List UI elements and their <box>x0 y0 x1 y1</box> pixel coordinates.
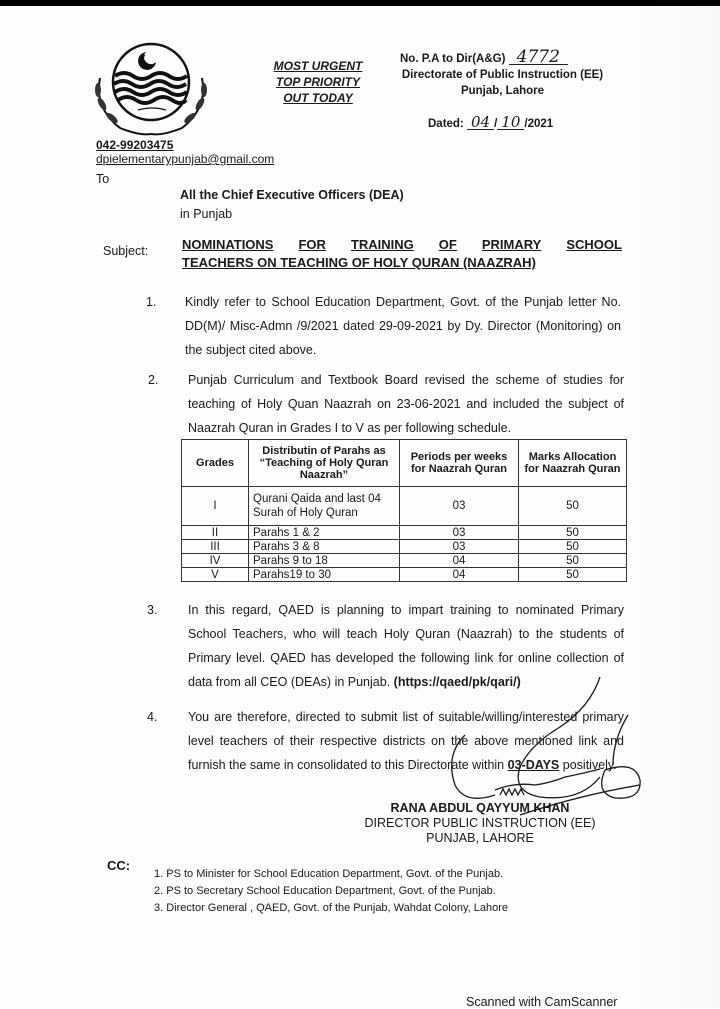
periods-cell: 04 <box>400 568 519 582</box>
signatory-place: PUNJAB, LAHORE <box>426 831 534 845</box>
grade-cell: V <box>182 568 249 582</box>
punjab-government-logo <box>88 38 214 138</box>
paragraph-number: 4. <box>147 710 158 724</box>
marks-cell: 50 <box>519 568 627 582</box>
subject-text <box>182 236 622 272</box>
subject-label: Subject: <box>103 244 149 258</box>
table-row <box>182 554 627 568</box>
table-header-row <box>182 440 627 487</box>
subject-word: OF <box>438 237 457 252</box>
svg-text:★: ★ <box>140 53 147 60</box>
parahs-cell: Parahs 3 & 8 <box>249 540 400 554</box>
dated-year: /2021 <box>524 118 554 130</box>
subject-line-2: TEACHERS ON TEACHING OF HOLY QURAN (NAAZRAH) <box>182 255 536 270</box>
subject-word: SCHOOL <box>566 237 622 252</box>
table-row <box>182 487 627 526</box>
parahs-cell: Parahs 1 & 2 <box>249 526 400 540</box>
dated-label: Dated: <box>428 118 464 130</box>
table-row <box>182 540 627 554</box>
email-address[interactable]: dpielementarypunjab@gmail.com <box>96 152 275 166</box>
addressee-location: in Punjab <box>180 207 233 221</box>
office-city: Punjab, Lahore <box>460 85 545 97</box>
parahs-cell: Parahs19 to 30 <box>249 568 400 582</box>
cc-list <box>154 866 508 917</box>
marks-cell: 50 <box>519 487 627 526</box>
date-separator: / <box>494 118 498 130</box>
paragraph-number: 3. <box>147 603 158 617</box>
camscanner-watermark: Scanned with CamScanner <box>466 995 618 1009</box>
parahs-cell: Parahs 9 to 18 <box>249 554 400 568</box>
qaed-link[interactable]: (https://qaed/pk/qari/) <box>393 675 521 689</box>
contact-block <box>96 138 274 166</box>
grade-cell: III <box>182 540 249 554</box>
periods-cell: 03 <box>400 540 519 554</box>
reference-block <box>400 47 605 99</box>
priority-line: TOP PRIORITY <box>275 75 360 89</box>
column-header: Periods per weeks for Naazrah Quran <box>400 440 519 487</box>
ref-label: No. P.A to Dir(A&G) <box>400 53 506 65</box>
periods-cell: 03 <box>400 526 519 540</box>
schedule-table <box>181 439 627 582</box>
column-header: Grades <box>182 440 249 487</box>
paragraph-body: You are therefore, directed to submit list of suitable/willing/interested primary level teachers of their respective districts on the above mentioned link and furnish the same in consolidated to this Directorate within <box>188 710 624 772</box>
signatory-name: RANA ABDUL QAYYUM KHAN <box>390 801 570 815</box>
table-row <box>182 568 627 582</box>
phone-number: 042-99203475 <box>96 138 174 152</box>
paragraph-tail: positively. <box>562 758 617 772</box>
deadline-emphasis: 03-DAYS <box>507 758 560 772</box>
paragraph-text: Punjab Curriculum and Textbook Board revised the scheme of studies for teaching of Holy Quan Naazrah on 23-06-2021 and included the subject of Naazrah Quran in Grades I to V as per following schedule. <box>188 373 624 435</box>
priority-line: MOST URGENT <box>273 59 363 73</box>
dated-day: 04 <box>467 116 494 130</box>
date-line <box>428 113 554 131</box>
grade-cell: II <box>182 526 249 540</box>
subject-word: FOR <box>298 237 326 252</box>
office-name: Directorate of Public Instruction (EE) <box>401 69 604 81</box>
parahs-cell: Qurani Qaida and last 04 Surah of Holy Quran <box>249 487 400 526</box>
cc-label: CC: <box>107 858 131 873</box>
marks-cell: 50 <box>519 540 627 554</box>
signatory-title: DIRECTOR PUBLIC INSTRUCTION (EE) <box>364 816 596 830</box>
cc-item: 2. PS to Secretary School Education Department, Govt. of the Punjab. <box>154 885 496 897</box>
handwritten-signature <box>440 675 650 825</box>
paragraph-number: 1. <box>146 295 157 309</box>
subject-word: TRAINING <box>350 237 414 252</box>
top-black-border <box>0 0 720 6</box>
grade-cell: IV <box>182 554 249 568</box>
table-row <box>182 526 627 540</box>
addressee: All the Chief Executive Officers (DEA) <box>180 188 404 202</box>
subject-word: NOMINATIONS <box>182 237 274 252</box>
subject-word: PRIMARY <box>481 237 542 252</box>
paragraph-body: In this regard, QAED is planning to impart training to nominated Primary School Teachers, who will teach Holy Quran (Naazrah) to the students of Primary level. QAED has developed the following link for online collection of data from all CEO (DEAs) in Punjab. <box>188 603 624 689</box>
dated-month: 10 <box>497 116 524 130</box>
periods-cell: 04 <box>400 554 519 568</box>
periods-cell: 03 <box>400 487 519 526</box>
grade-cell: I <box>182 487 249 526</box>
ref-number: 4772 <box>509 50 568 65</box>
priority-stamp <box>268 58 368 106</box>
cc-item: 1. PS to Minister for School Education Department, Govt. of the Punjab. <box>154 868 504 880</box>
cc-item: 3. Director General , QAED, Govt. of the Punjab, Wahdat Colony, Lahore <box>154 902 509 914</box>
paragraph-number: 2. <box>148 373 159 387</box>
marks-cell: 50 <box>519 554 627 568</box>
scan-shadow <box>630 6 720 1008</box>
to-label: To <box>96 172 110 186</box>
priority-line: OUT TODAY <box>283 91 353 105</box>
paragraph-text: Kindly refer to School Education Department, Govt. of the Punjab letter No. DD(M)/ Misc-Admn /9/2021 dated 29-09-2021 by Dy. Director (Monitoring) on the subject cited above. <box>185 295 621 357</box>
column-header: Marks Allocation for Naazrah Quran <box>519 440 627 487</box>
addressee-block <box>180 186 404 224</box>
marks-cell: 50 <box>519 526 627 540</box>
column-header: Distributin of Parahs as “Teaching of Holy Quran Naazrah” <box>249 440 400 487</box>
